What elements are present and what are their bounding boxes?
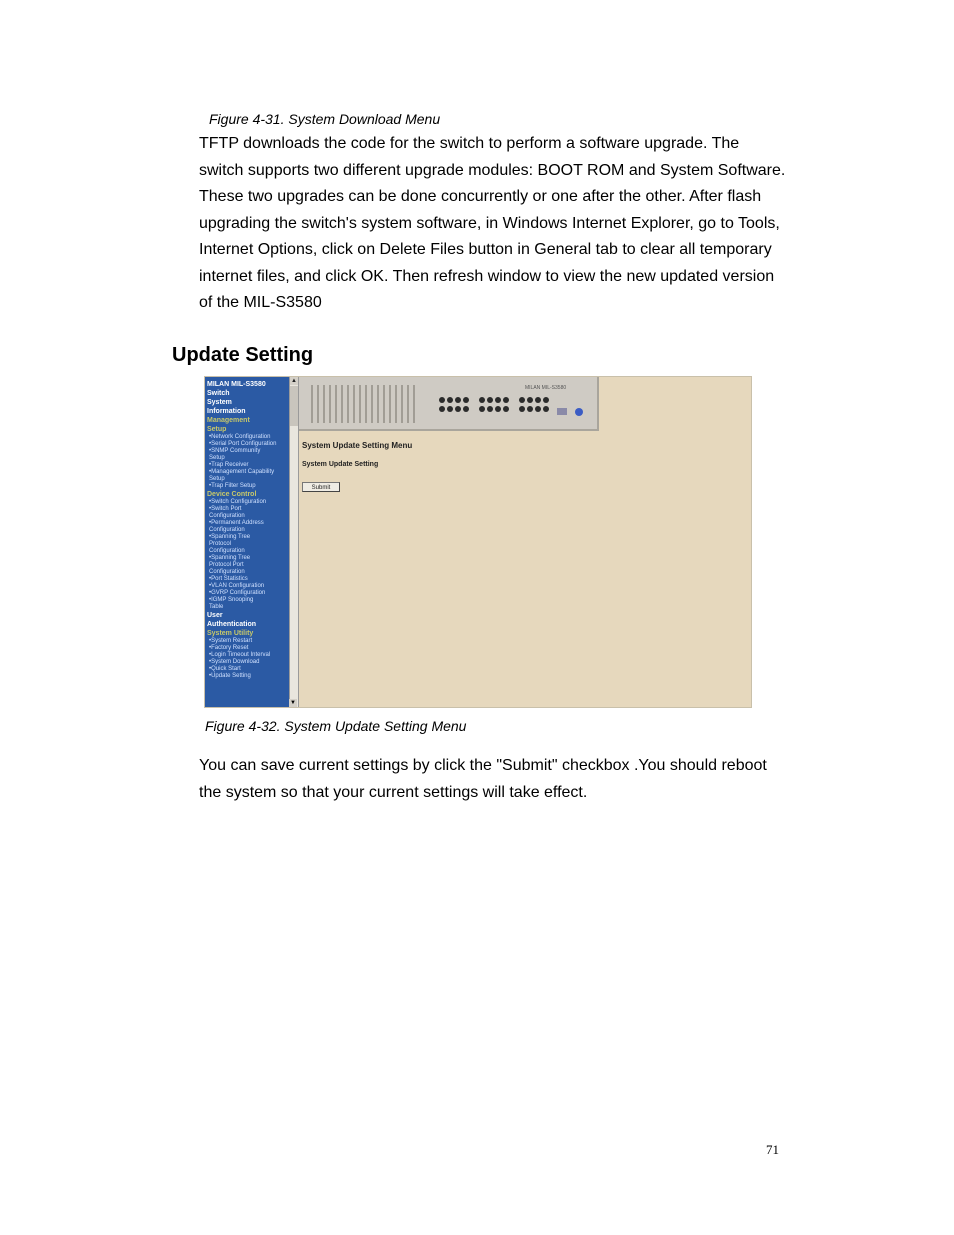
sidebar-item[interactable]: •Spanning Tree [209,555,251,561]
port-icon [535,397,541,403]
sidebar-item[interactable]: Protocol [209,541,232,547]
section-heading: Update Setting [172,344,314,366]
sidebar-item[interactable]: •Switch Port [209,506,242,512]
port-icon [503,406,509,412]
sidebar-item[interactable]: •System Restart [209,638,253,644]
paragraph-line: Internet Options, click on Delete Files button in General tab to clear all temporary [199,241,772,258]
sidebar-item: Management [207,417,250,424]
sidebar-item[interactable]: •IGMP Snooping [209,597,254,603]
sidebar-item[interactable]: •Trap Receiver [209,462,249,468]
sidebar-item[interactable]: •Serial Port Configuration [209,441,277,447]
switch-panel-image [299,377,599,431]
menu-label: System Update Setting [302,461,379,468]
paragraph-line: You can save current settings by click the "Submit" checkbox .You should reboot [199,757,767,774]
sidebar-item: Authentication [207,621,256,628]
sidebar-item[interactable]: •Port Statistics [209,576,248,582]
paragraph-tftp [199,131,799,317]
sidebar-item: User [207,612,223,619]
figure-4-31-caption: Figure 4-31. System Download Menu [209,111,441,127]
page-number: 71 [766,1142,779,1157]
sidebar-item: Switch [207,390,230,397]
sidebar-item[interactable]: Table [209,604,224,610]
sidebar-item: Setup [207,426,227,433]
paragraph-line: upgrading the switch's system software, in Windows Internet Explorer, go to Tools, [199,214,780,232]
menu-title: System Update Setting Menu [302,441,413,450]
sidebar-item[interactable]: Setup [209,455,225,461]
led-indicator-grid [311,385,415,423]
scroll-thumb[interactable] [290,386,298,426]
scroll-down-icon[interactable]: ▼ [290,700,296,706]
port-icon [447,406,453,412]
port-icon [503,397,509,403]
sidebar-item: Information [207,408,246,415]
submit-button[interactable]: Submit [302,482,340,492]
sidebar-item: MILAN MIL-S3580 [207,381,266,388]
port-icon [519,397,525,403]
screenshot-figure [204,376,752,708]
console-port-icon [557,408,567,415]
sidebar-item[interactable]: Configuration [209,527,245,533]
sidebar-item: System Utility [207,630,254,637]
port-icon [495,406,501,412]
sidebar-item[interactable]: Setup [209,476,225,482]
paragraph-submit [199,753,799,806]
port-icon [447,397,453,403]
panel-label: MILAN MIL-S3580 [525,385,567,391]
sidebar-item[interactable]: •Factory Reset [209,645,249,651]
paragraph-line: the system so that your current settings will take effect. [199,783,588,801]
port-icon [439,406,445,412]
sidebar-item[interactable]: Configuration [209,513,245,519]
sidebar-item[interactable]: •Switch Configuration [209,499,267,505]
port-icon [479,397,485,403]
port-icon [487,397,493,403]
sidebar-item[interactable]: •Update Setting [209,673,251,679]
sidebar-item[interactable]: •Trap Filter Setup [209,483,256,489]
globe-icon [575,408,583,416]
port-icon [455,397,461,403]
paragraph-line: TFTP downloads the code for the switch to perform a software upgrade. The [199,135,740,152]
sidebar-item[interactable]: •GVRP Configuration [209,590,266,596]
sidebar-item[interactable]: •Spanning Tree [209,534,251,540]
port-icon [527,397,533,403]
screenshot-sidebar [205,377,289,708]
paragraph-line: of the MIL-S3580 [199,294,322,311]
sidebar-item[interactable]: Configuration [209,569,245,575]
port-icon [455,406,461,412]
port-icon [479,406,485,412]
port-icon [439,397,445,403]
port-icon [463,406,469,412]
screenshot-scrollbar[interactable] [289,377,299,707]
port-icon [543,406,549,412]
port-icon [535,406,541,412]
sidebar-item[interactable]: •Management Capability [209,469,275,475]
scroll-up-icon[interactable]: ▲ [291,378,297,384]
paragraph-line: internet files, and click OK. Then refresh window to view the new updated version [199,267,775,285]
port-icon [527,406,533,412]
figure-4-32-caption: Figure 4-32. System Update Setting Menu [205,718,467,734]
sidebar-item[interactable]: •Quick Start [209,666,241,672]
sidebar-item[interactable]: Protocol Port [209,562,244,568]
port-icon [519,406,525,412]
port-icon [495,397,501,403]
paragraph-line: switch supports two different upgrade modules: BOOT ROM and System Software. [199,161,786,179]
port-icon [463,397,469,403]
sidebar-item[interactable]: •System Download [209,659,260,665]
paragraph-line: These two upgrades can be done concurrently or one after the other. After flash [199,188,762,205]
port-icon [543,397,549,403]
port-icon [487,406,493,412]
sidebar-item[interactable]: •Network Configuration [209,434,271,440]
sidebar-item[interactable]: •Login Timeout Interval [209,652,271,658]
sidebar-item[interactable]: •Permanent Address [209,520,264,526]
sidebar-item[interactable]: Configuration [209,548,245,554]
sidebar-item[interactable]: •SNMP Community [209,448,261,454]
sidebar-item[interactable]: •VLAN Configuration [209,583,265,589]
sidebar-item: Device Control [207,491,257,498]
sidebar-item: System [207,399,232,406]
